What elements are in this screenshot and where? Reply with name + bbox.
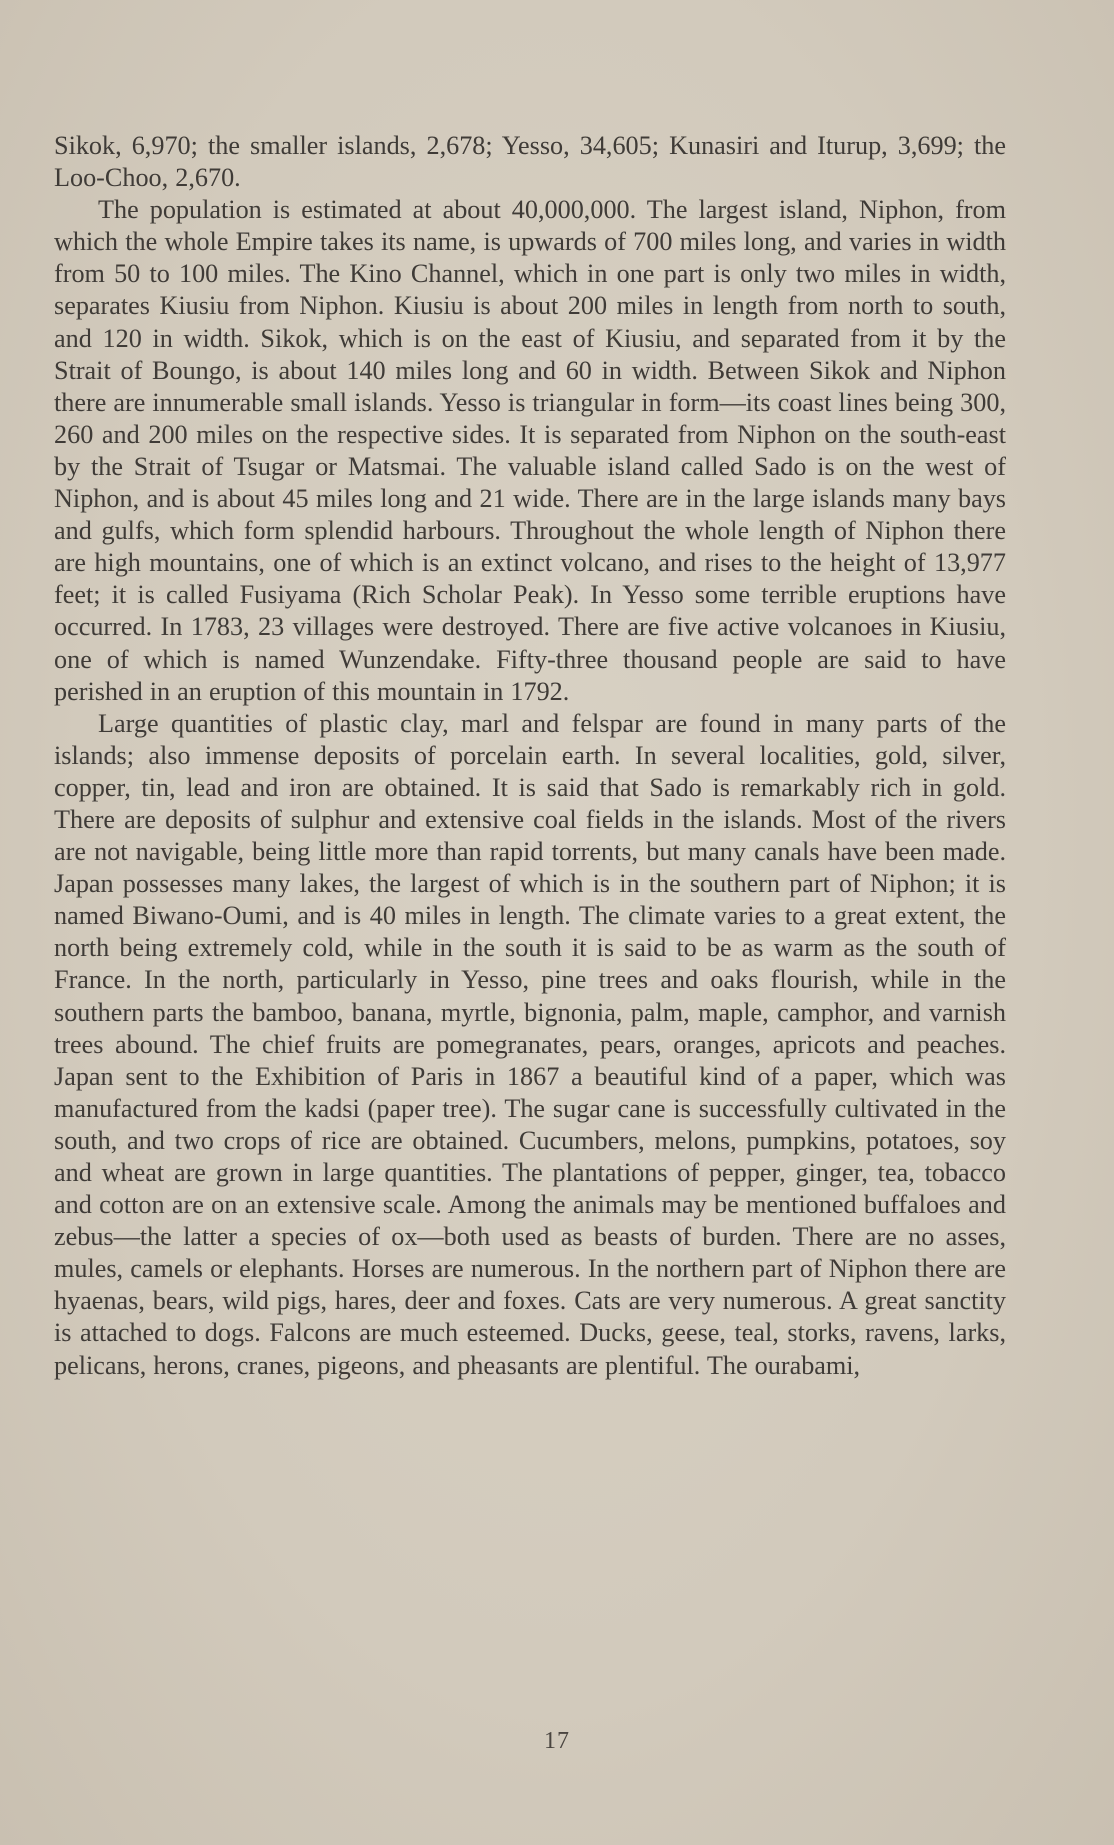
page-number: 17 (544, 1728, 570, 1754)
paragraph-population: The population is estimated at about 40,000,000. The largest island, Niphon, from which the whole Empire takes its name, is upwards of 700 miles long, and varies in width from 50 to 100 miles. The Kino Channel, which in one part is only two miles in width, separates Kiusiu from Niphon. Kiusiu is about 200 miles in length from north to south, and 120 in width. Sikok, which is on the east of Kiusiu, and separated from it by the Strait of Boungo, is about 140 miles long and 60 in width. Between Sikok and Niphon there are innumerable small islands. Yesso is triangular in form—its coast lines being 300, 260 and 200 miles on the respective sides. It is separated from Niphon on the south-east by the Strait of Tsugar or Matsmai. The valuable island called Sado is on the west of Niphon, and is about 45 miles long and 21 wide. There are in the large islands many bays and gulfs, which form splendid harbours. Throughout the whole length of Niphon there are high mountains, one of which is an extinct volcano, and rises to the height of 13,977 feet; it is called Fusiyama (Rich Scholar Peak). In Yesso some terrible eruptions have occurred. In 1783, 23 villages were destroyed. There are five active volcanoes in Kiusiu, one of which is named Wunzendake. Fifty-three thousand people are said to have perished in an eruption of this mountain in 1792. (54, 195, 1006, 706)
body-text (54, 130, 1006, 1382)
paragraph-continued: Sikok, 6,970; the smaller islands, 2,678; Yesso, 34,605; Kunasiri and Iturup, 3,699; the Loo-Choo, 2,670. (54, 131, 1006, 193)
paragraph-resources: Large quantities of plastic clay, marl and felspar are found in many parts of the islands; also immense deposits of porcelain earth. In several localities, gold, silver, copper, tin, lead and iron are obtained. It is said that Sado is remarkably rich in gold. There are deposits of sulphur and extensive coal fields in the islands. Most of the rivers are not navigable, being little more than rapid torrents, but many canals have been made. Japan possesses many lakes, the largest of which is in the southern part of Niphon; it is named Biwano-Oumi, and is 40 miles in length. The climate varies to a great extent, the north being extremely cold, while in the south it is said to be as warm as the south of France. In the north, particularly in Yesso, pine trees and oaks flourish, while in the southern parts the bamboo, banana, myrtle, bignonia, palm, maple, camphor, and varnish trees abound. The chief fruits are pomegranates, pears, oranges, apricots and peaches. Japan sent to the Exhibition of Paris in 1867 a beautiful kind of a paper, which was manufactured from the kadsi (paper tree). The sugar cane is successfully cultivated in the south, and two crops of rice are obtained. Cucumbers, melons, pumpkins, potatoes, soy and wheat are grown in large quantities. The plantations of pepper, ginger, tea, tobacco and cotton are on an extensive scale. Among the animals may be mentioned buffaloes and zebus—the latter a species of ox—both used as beasts of burden. There are no asses, mules, camels or elephants. Horses are numerous. In the northern part of Niphon there are hyaenas, bears, wild pigs, hares, deer and foxes. Cats are very numerous. A great sanctity is attached to dogs. Falcons are much esteemed. Ducks, geese, teal, storks, ravens, larks, pelicans, herons, cranes, pigeons, and pheasants are plentiful. The ourabami, (54, 708, 1006, 1380)
